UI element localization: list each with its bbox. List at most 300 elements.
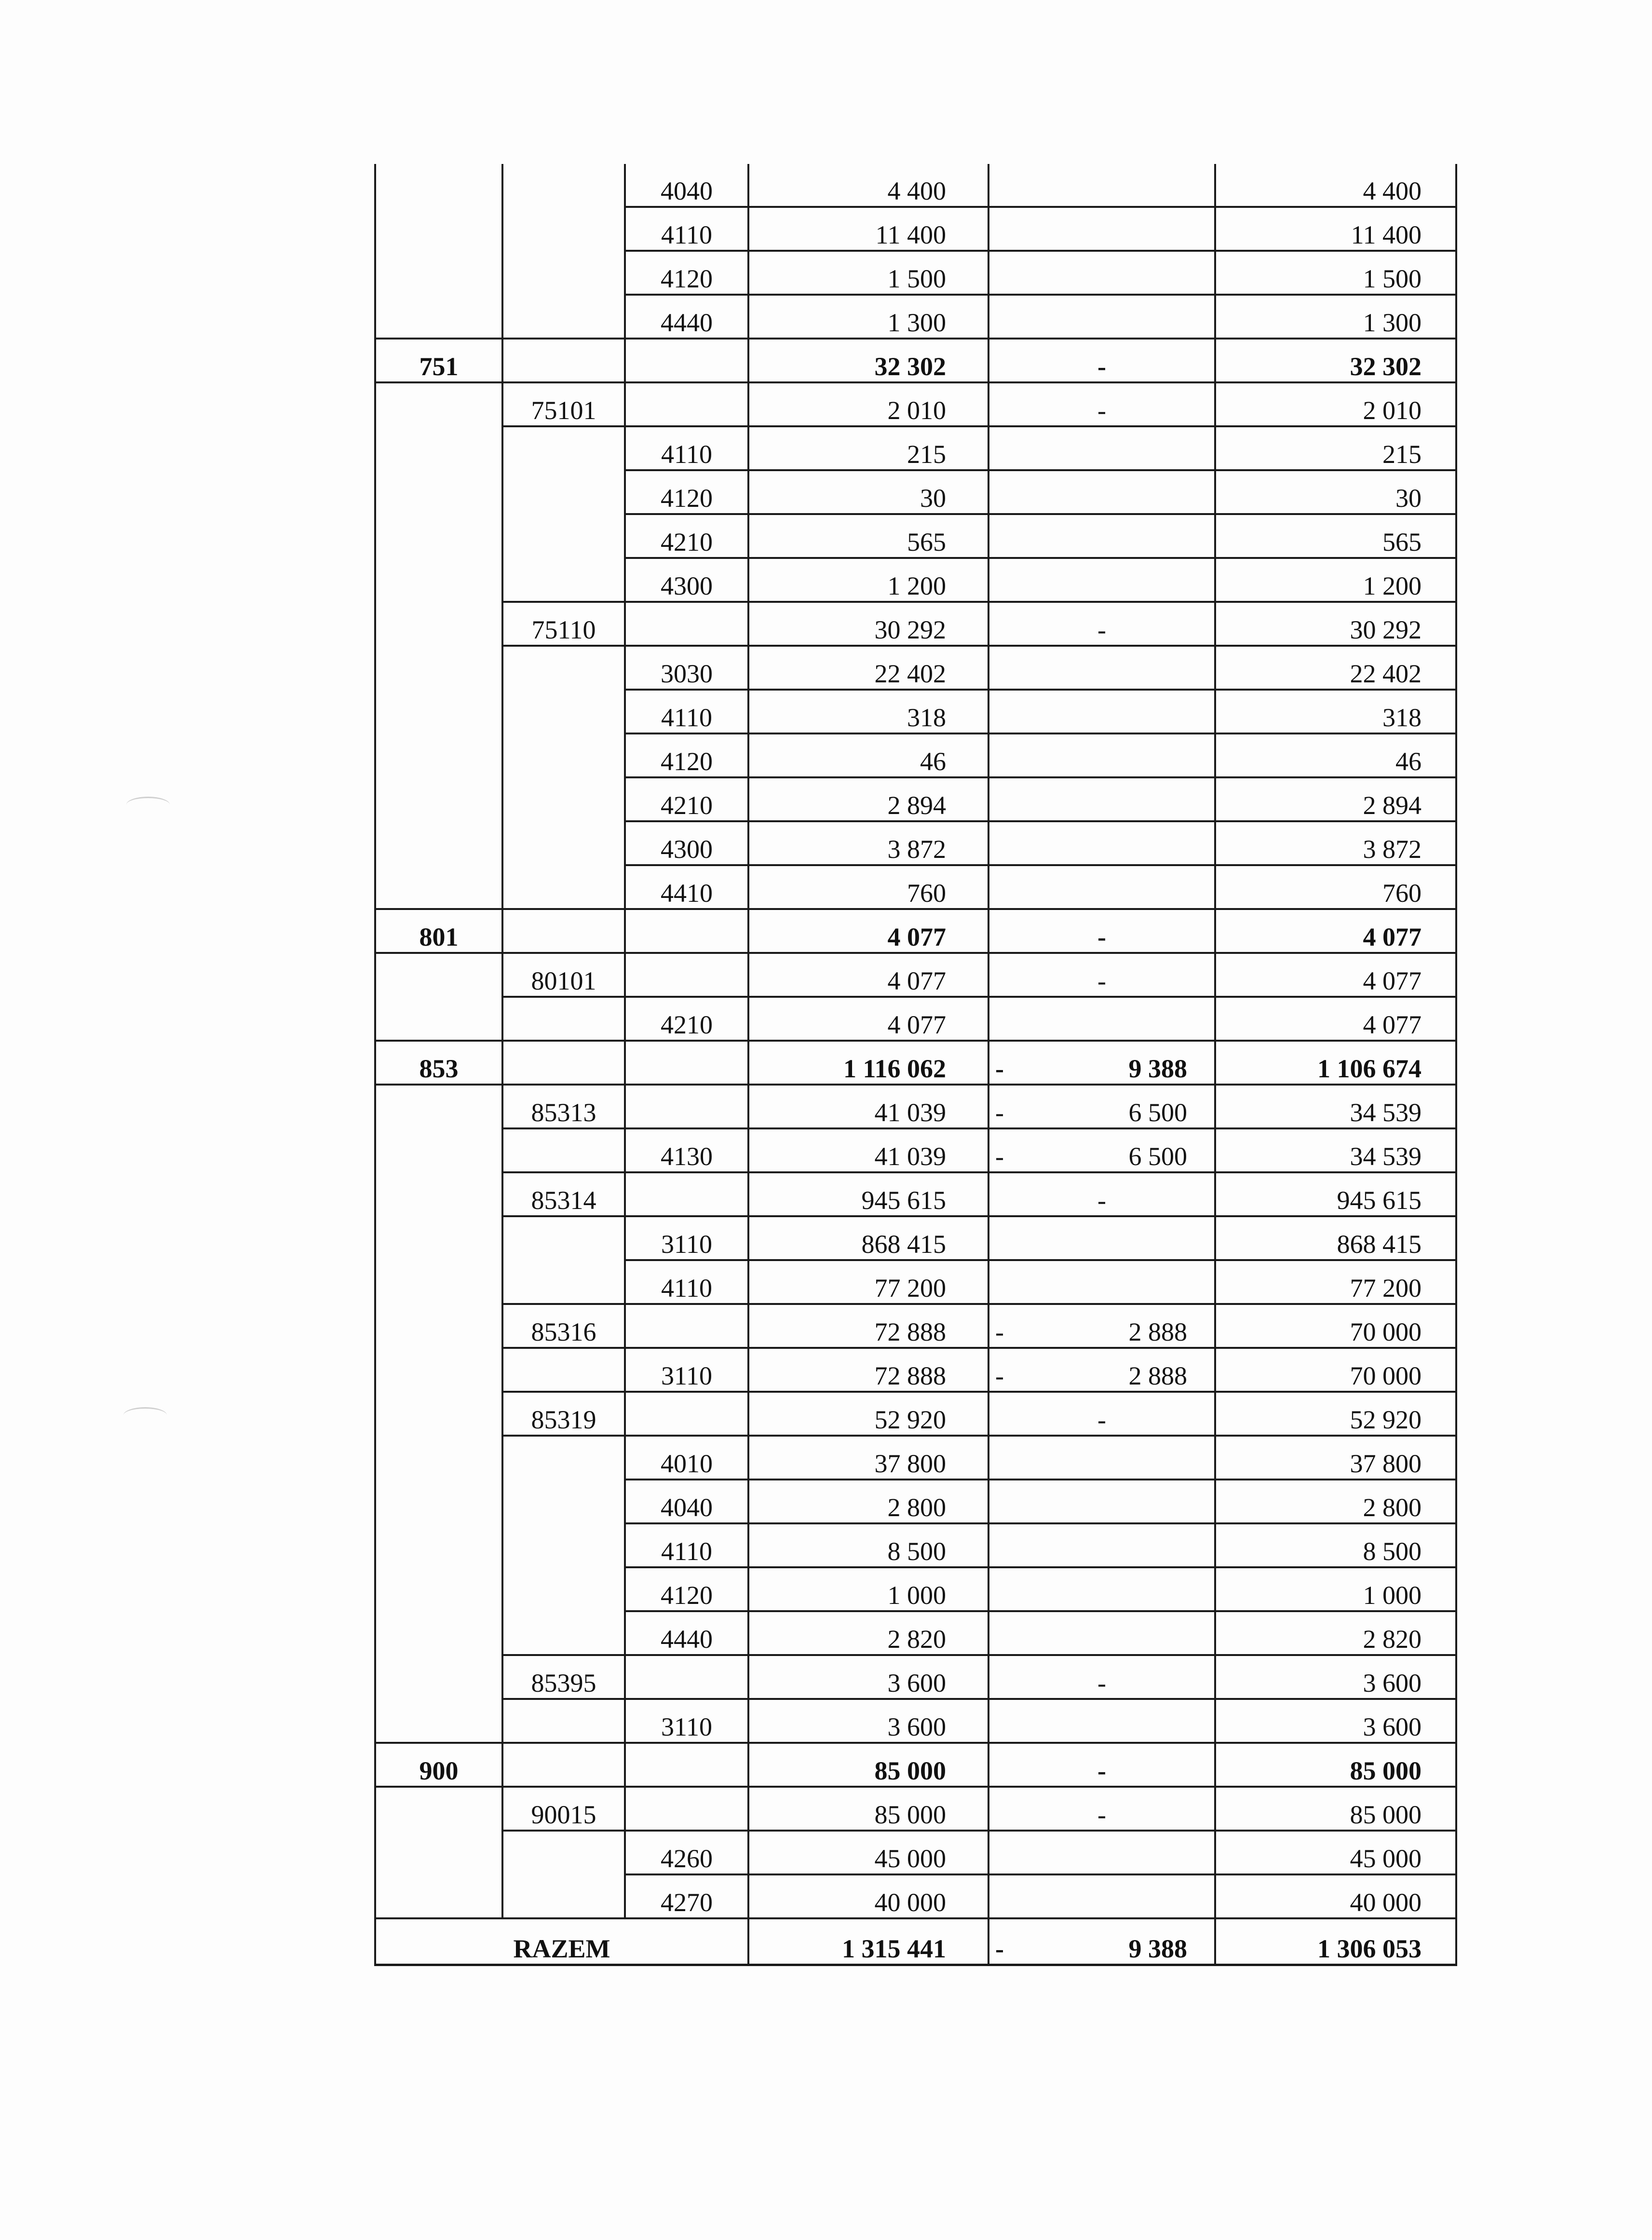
cell-paragraf: 4210 xyxy=(625,777,748,821)
cell-rozdzial xyxy=(502,1567,625,1611)
cell-po-zmianie: 215 xyxy=(1215,426,1456,470)
cell-zmiana xyxy=(988,1611,1215,1655)
cell-po-zmianie: 4 077 xyxy=(1215,953,1456,997)
cell-rozdzial xyxy=(502,646,625,690)
cell-paragraf: 3030 xyxy=(625,646,748,690)
cell-paragraf: 4120 xyxy=(625,1567,748,1611)
cell-zmiana xyxy=(988,164,1215,207)
cell-rozdzial xyxy=(502,1260,625,1304)
cell-po-zmianie: 70 000 xyxy=(1215,1304,1456,1348)
cell-rozdzial: 85314 xyxy=(502,1172,625,1216)
cell-dzial xyxy=(375,558,502,602)
cell-paragraf: 4410 xyxy=(625,865,748,909)
cell-paragraf: 4270 xyxy=(625,1874,748,1918)
cell-po-zmianie: 945 615 xyxy=(1215,1172,1456,1216)
cell-plan: 40 000 xyxy=(748,1874,988,1918)
cell-rozdzial xyxy=(502,558,625,602)
cell-zmiana xyxy=(988,865,1215,909)
cell-dzial xyxy=(375,997,502,1041)
cell-zmiana xyxy=(988,1392,1215,1436)
cell-po-zmianie: 1 200 xyxy=(1215,558,1456,602)
cell-zmiana xyxy=(988,514,1215,558)
cell-plan: 3 600 xyxy=(748,1699,988,1743)
cell-rozdzial: 80101 xyxy=(502,953,625,997)
cell-rozdzial xyxy=(502,733,625,777)
cell-plan: 32 302 xyxy=(748,339,988,382)
cell-po-zmianie: 85 000 xyxy=(1215,1787,1456,1831)
table-row xyxy=(375,1874,1456,1918)
cell-po-zmianie: 2 894 xyxy=(1215,777,1456,821)
cell-rozdzial xyxy=(502,865,625,909)
cell-dzial xyxy=(375,690,502,733)
change-amount: 2 888 xyxy=(1128,1361,1187,1390)
cell-rozdzial xyxy=(502,1480,625,1523)
cell-zmiana xyxy=(988,1436,1215,1480)
cell-paragraf: 3110 xyxy=(625,1348,748,1392)
cell-plan: 41 039 xyxy=(748,1128,988,1172)
cell-po-zmianie: 2 820 xyxy=(1215,1611,1456,1655)
cell-rozdzial xyxy=(502,1348,625,1392)
cell-po-zmianie: 46 xyxy=(1215,733,1456,777)
cell-dzial xyxy=(375,1348,502,1392)
cell-po-zmianie: 1 500 xyxy=(1215,251,1456,295)
table-row xyxy=(375,690,1456,733)
dash-mark: - xyxy=(1097,1669,1106,1697)
cell-zmiana xyxy=(988,646,1215,690)
total-label: RAZEM xyxy=(375,1918,748,1965)
cell-rozdzial: 90015 xyxy=(502,1787,625,1831)
cell-paragraf xyxy=(625,1743,748,1787)
cell-po-zmianie: 37 800 xyxy=(1215,1436,1456,1480)
cell-dzial xyxy=(375,1567,502,1611)
cell-plan: 1 000 xyxy=(748,1567,988,1611)
cell-paragraf xyxy=(625,1172,748,1216)
table-row xyxy=(375,821,1456,865)
cell-paragraf: 4110 xyxy=(625,1523,748,1567)
cell-rozdzial xyxy=(502,470,625,514)
dash-mark: - xyxy=(1097,615,1106,644)
cell-zmiana xyxy=(988,953,1215,997)
scan-punch-mark-top xyxy=(126,797,170,813)
cell-paragraf xyxy=(625,1787,748,1831)
cell-po-zmianie: 30 xyxy=(1215,470,1456,514)
cell-plan: 760 xyxy=(748,865,988,909)
minus-sign: - xyxy=(995,1361,1004,1390)
table-row xyxy=(375,1831,1456,1874)
cell-zmiana xyxy=(988,602,1215,646)
cell-rozdzial: 75101 xyxy=(502,382,625,426)
cell-po-zmianie: 34 539 xyxy=(1215,1128,1456,1172)
cell-plan: 2 010 xyxy=(748,382,988,426)
cell-dzial xyxy=(375,1787,502,1831)
cell-rozdzial xyxy=(502,1743,625,1787)
cell-paragraf: 3110 xyxy=(625,1216,748,1260)
table-row xyxy=(375,953,1456,997)
cell-po-zmianie: 22 402 xyxy=(1215,646,1456,690)
dash-mark: - xyxy=(1097,352,1106,381)
cell-po-zmianie: 2 010 xyxy=(1215,382,1456,426)
cell-paragraf: 3110 xyxy=(625,1699,748,1743)
cell-paragraf xyxy=(625,602,748,646)
table-body xyxy=(375,164,1456,1965)
table-row xyxy=(375,1085,1456,1128)
cell-po-zmianie: 40 000 xyxy=(1215,1874,1456,1918)
total-change xyxy=(988,1918,1215,1965)
table-row xyxy=(375,1787,1456,1831)
cell-dzial: 900 xyxy=(375,1743,502,1787)
cell-po-zmianie: 4 077 xyxy=(1215,997,1456,1041)
cell-plan: 2 894 xyxy=(748,777,988,821)
cell-dzial xyxy=(375,514,502,558)
cell-rozdzial: 85313 xyxy=(502,1085,625,1128)
cell-rozdzial xyxy=(502,1611,625,1655)
table-row xyxy=(375,909,1456,953)
table-row xyxy=(375,514,1456,558)
cell-plan: 45 000 xyxy=(748,1831,988,1874)
table-row xyxy=(375,1611,1456,1655)
minus-sign: - xyxy=(995,1054,1004,1083)
dash-mark: - xyxy=(1097,1186,1106,1215)
cell-rozdzial xyxy=(502,295,625,339)
cell-zmiana xyxy=(988,997,1215,1041)
cell-rozdzial xyxy=(502,1041,625,1085)
cell-zmiana xyxy=(988,1743,1215,1787)
cell-zmiana xyxy=(988,1655,1215,1699)
cell-paragraf xyxy=(625,1085,748,1128)
cell-zmiana xyxy=(988,909,1215,953)
cell-zmiana xyxy=(988,1699,1215,1743)
table-row xyxy=(375,295,1456,339)
cell-paragraf: 4120 xyxy=(625,470,748,514)
cell-rozdzial xyxy=(502,207,625,251)
cell-po-zmianie: 4 400 xyxy=(1215,164,1456,207)
total-row xyxy=(375,1918,1456,1965)
cell-po-zmianie: 318 xyxy=(1215,690,1456,733)
cell-paragraf: 4440 xyxy=(625,1611,748,1655)
cell-rozdzial xyxy=(502,1831,625,1874)
cell-po-zmianie: 4 077 xyxy=(1215,909,1456,953)
table-row xyxy=(375,164,1456,207)
cell-po-zmianie: 11 400 xyxy=(1215,207,1456,251)
table-row xyxy=(375,470,1456,514)
table-row xyxy=(375,646,1456,690)
table-row xyxy=(375,207,1456,251)
table-row xyxy=(375,733,1456,777)
total-plan: 1 315 441 xyxy=(748,1918,988,1965)
cell-zmiana xyxy=(988,1523,1215,1567)
cell-zmiana xyxy=(988,1128,1215,1172)
cell-plan: 1 300 xyxy=(748,295,988,339)
table-row xyxy=(375,1128,1456,1172)
minus-sign: - xyxy=(995,1098,1004,1127)
table-row xyxy=(375,339,1456,382)
cell-dzial xyxy=(375,1655,502,1699)
cell-rozdzial: 75110 xyxy=(502,602,625,646)
cell-zmiana xyxy=(988,251,1215,295)
minus-sign: - xyxy=(995,1142,1004,1171)
cell-rozdzial xyxy=(502,777,625,821)
cell-po-zmianie: 45 000 xyxy=(1215,1831,1456,1874)
cell-rozdzial xyxy=(502,997,625,1041)
table-row xyxy=(375,1655,1456,1699)
cell-dzial xyxy=(375,382,502,426)
cell-plan: 30 xyxy=(748,470,988,514)
cell-paragraf: 4130 xyxy=(625,1128,748,1172)
cell-po-zmianie: 760 xyxy=(1215,865,1456,909)
change-amount: 6 500 xyxy=(1128,1098,1187,1127)
cell-po-zmianie: 3 600 xyxy=(1215,1699,1456,1743)
cell-paragraf: 4110 xyxy=(625,690,748,733)
cell-rozdzial xyxy=(502,1436,625,1480)
cell-paragraf: 4040 xyxy=(625,1480,748,1523)
change-amount: 2 888 xyxy=(1128,1317,1187,1346)
cell-zmiana xyxy=(988,1787,1215,1831)
cell-dzial: 853 xyxy=(375,1041,502,1085)
table-row xyxy=(375,1216,1456,1260)
cell-dzial xyxy=(375,1172,502,1216)
cell-rozdzial xyxy=(502,1216,625,1260)
cell-plan: 3 600 xyxy=(748,1655,988,1699)
cell-rozdzial xyxy=(502,1523,625,1567)
cell-dzial xyxy=(375,1480,502,1523)
minus-sign: - xyxy=(995,1317,1004,1346)
cell-plan: 318 xyxy=(748,690,988,733)
cell-paragraf: 4010 xyxy=(625,1436,748,1480)
cell-po-zmianie: 2 800 xyxy=(1215,1480,1456,1523)
cell-dzial xyxy=(375,865,502,909)
cell-zmiana xyxy=(988,1567,1215,1611)
cell-plan: 4 400 xyxy=(748,164,988,207)
cell-dzial xyxy=(375,295,502,339)
cell-paragraf: 4210 xyxy=(625,997,748,1041)
table-row xyxy=(375,865,1456,909)
cell-zmiana xyxy=(988,558,1215,602)
cell-rozdzial xyxy=(502,339,625,382)
table-row xyxy=(375,1348,1456,1392)
cell-paragraf: 4040 xyxy=(625,164,748,207)
cell-plan: 85 000 xyxy=(748,1787,988,1831)
change-amount: 9 388 xyxy=(1128,1934,1187,1963)
table-row xyxy=(375,1436,1456,1480)
table-row xyxy=(375,426,1456,470)
cell-plan: 4 077 xyxy=(748,909,988,953)
cell-zmiana xyxy=(988,1874,1215,1918)
cell-plan: 37 800 xyxy=(748,1436,988,1480)
cell-po-zmianie: 85 000 xyxy=(1215,1743,1456,1787)
cell-zmiana xyxy=(988,295,1215,339)
cell-po-zmianie: 52 920 xyxy=(1215,1392,1456,1436)
cell-plan: 30 292 xyxy=(748,602,988,646)
table-row xyxy=(375,1304,1456,1348)
table-row xyxy=(375,1523,1456,1567)
change-amount: 6 500 xyxy=(1128,1142,1187,1171)
cell-zmiana xyxy=(988,1172,1215,1216)
cell-zmiana xyxy=(988,1348,1215,1392)
cell-dzial xyxy=(375,1260,502,1304)
cell-po-zmianie: 1 000 xyxy=(1215,1567,1456,1611)
cell-rozdzial: 85319 xyxy=(502,1392,625,1436)
cell-zmiana xyxy=(988,733,1215,777)
cell-zmiana xyxy=(988,382,1215,426)
table-row xyxy=(375,602,1456,646)
cell-paragraf: 4110 xyxy=(625,426,748,470)
cell-po-zmianie: 1 106 674 xyxy=(1215,1041,1456,1085)
cell-paragraf: 4260 xyxy=(625,1831,748,1874)
cell-po-zmianie: 8 500 xyxy=(1215,1523,1456,1567)
cell-plan: 1 116 062 xyxy=(748,1041,988,1085)
cell-dzial xyxy=(375,821,502,865)
cell-dzial xyxy=(375,1611,502,1655)
minus-sign: - xyxy=(995,1934,1004,1963)
cell-plan: 1 200 xyxy=(748,558,988,602)
cell-po-zmianie: 3 872 xyxy=(1215,821,1456,865)
cell-plan: 11 400 xyxy=(748,207,988,251)
cell-plan: 215 xyxy=(748,426,988,470)
cell-plan: 72 888 xyxy=(748,1304,988,1348)
cell-plan: 3 872 xyxy=(748,821,988,865)
cell-zmiana xyxy=(988,1085,1215,1128)
cell-dzial xyxy=(375,1699,502,1743)
cell-zmiana xyxy=(988,1041,1215,1085)
cell-zmiana xyxy=(988,470,1215,514)
cell-rozdzial xyxy=(502,251,625,295)
dash-mark: - xyxy=(1097,396,1106,425)
cell-po-zmianie: 77 200 xyxy=(1215,1260,1456,1304)
cell-paragraf: 4300 xyxy=(625,558,748,602)
cell-dzial xyxy=(375,1216,502,1260)
cell-paragraf: 4440 xyxy=(625,295,748,339)
table-row xyxy=(375,1567,1456,1611)
cell-dzial xyxy=(375,1436,502,1480)
cell-dzial xyxy=(375,602,502,646)
scan-punch-mark-bottom xyxy=(123,1407,167,1423)
cell-rozdzial: 85316 xyxy=(502,1304,625,1348)
cell-rozdzial: 85395 xyxy=(502,1655,625,1699)
budget-table xyxy=(374,164,1457,1966)
cell-zmiana xyxy=(988,1304,1215,1348)
cell-rozdzial xyxy=(502,909,625,953)
cell-dzial xyxy=(375,164,502,207)
cell-dzial: 751 xyxy=(375,339,502,382)
change-amount: 9 388 xyxy=(1128,1054,1187,1083)
cell-dzial xyxy=(375,1128,502,1172)
table-row xyxy=(375,777,1456,821)
cell-plan: 4 077 xyxy=(748,953,988,997)
cell-paragraf xyxy=(625,339,748,382)
cell-dzial xyxy=(375,1304,502,1348)
cell-rozdzial xyxy=(502,690,625,733)
cell-paragraf xyxy=(625,1392,748,1436)
dash-mark: - xyxy=(1097,923,1106,951)
table-row xyxy=(375,558,1456,602)
cell-paragraf xyxy=(625,1304,748,1348)
cell-plan: 868 415 xyxy=(748,1216,988,1260)
dash-mark: - xyxy=(1097,1800,1106,1829)
cell-plan: 41 039 xyxy=(748,1085,988,1128)
dash-mark: - xyxy=(1097,1756,1106,1785)
cell-zmiana xyxy=(988,1216,1215,1260)
total-after: 1 306 053 xyxy=(1215,1918,1456,1965)
cell-dzial xyxy=(375,1085,502,1128)
cell-paragraf: 4120 xyxy=(625,733,748,777)
table-row xyxy=(375,251,1456,295)
cell-zmiana xyxy=(988,426,1215,470)
cell-zmiana xyxy=(988,821,1215,865)
cell-dzial xyxy=(375,953,502,997)
cell-dzial xyxy=(375,1831,502,1874)
cell-dzial xyxy=(375,646,502,690)
cell-zmiana xyxy=(988,1480,1215,1523)
cell-po-zmianie: 1 300 xyxy=(1215,295,1456,339)
cell-po-zmianie: 30 292 xyxy=(1215,602,1456,646)
cell-rozdzial xyxy=(502,1874,625,1918)
cell-dzial xyxy=(375,1523,502,1567)
cell-dzial xyxy=(375,426,502,470)
cell-zmiana xyxy=(988,339,1215,382)
cell-plan: 8 500 xyxy=(748,1523,988,1567)
cell-dzial xyxy=(375,777,502,821)
cell-plan: 1 500 xyxy=(748,251,988,295)
cell-plan: 945 615 xyxy=(748,1172,988,1216)
cell-dzial xyxy=(375,470,502,514)
dash-mark: - xyxy=(1097,1405,1106,1434)
cell-plan: 22 402 xyxy=(748,646,988,690)
cell-po-zmianie: 34 539 xyxy=(1215,1085,1456,1128)
table-row xyxy=(375,1392,1456,1436)
cell-po-zmianie: 32 302 xyxy=(1215,339,1456,382)
cell-paragraf xyxy=(625,1041,748,1085)
cell-plan: 85 000 xyxy=(748,1743,988,1787)
table-row xyxy=(375,1172,1456,1216)
cell-plan: 565 xyxy=(748,514,988,558)
cell-paragraf: 4300 xyxy=(625,821,748,865)
cell-dzial xyxy=(375,207,502,251)
table-row xyxy=(375,1699,1456,1743)
cell-paragraf xyxy=(625,953,748,997)
cell-paragraf: 4110 xyxy=(625,1260,748,1304)
table-row xyxy=(375,1743,1456,1787)
cell-zmiana xyxy=(988,690,1215,733)
cell-po-zmianie: 565 xyxy=(1215,514,1456,558)
cell-paragraf xyxy=(625,382,748,426)
cell-plan: 72 888 xyxy=(748,1348,988,1392)
cell-dzial xyxy=(375,1392,502,1436)
cell-plan: 52 920 xyxy=(748,1392,988,1436)
table-row xyxy=(375,382,1456,426)
cell-po-zmianie: 3 600 xyxy=(1215,1655,1456,1699)
table-row xyxy=(375,1480,1456,1523)
table-row xyxy=(375,997,1456,1041)
cell-po-zmianie: 70 000 xyxy=(1215,1348,1456,1392)
table-row xyxy=(375,1041,1456,1085)
cell-zmiana xyxy=(988,207,1215,251)
cell-paragraf xyxy=(625,909,748,953)
cell-paragraf: 4120 xyxy=(625,251,748,295)
cell-zmiana xyxy=(988,1260,1215,1304)
cell-rozdzial xyxy=(502,1699,625,1743)
table-row xyxy=(375,1260,1456,1304)
cell-zmiana xyxy=(988,777,1215,821)
cell-dzial xyxy=(375,733,502,777)
cell-plan: 2 820 xyxy=(748,1611,988,1655)
cell-zmiana xyxy=(988,1831,1215,1874)
cell-dzial xyxy=(375,251,502,295)
cell-paragraf: 4110 xyxy=(625,207,748,251)
cell-dzial xyxy=(375,1874,502,1918)
cell-plan: 77 200 xyxy=(748,1260,988,1304)
cell-rozdzial xyxy=(502,821,625,865)
cell-paragraf: 4210 xyxy=(625,514,748,558)
